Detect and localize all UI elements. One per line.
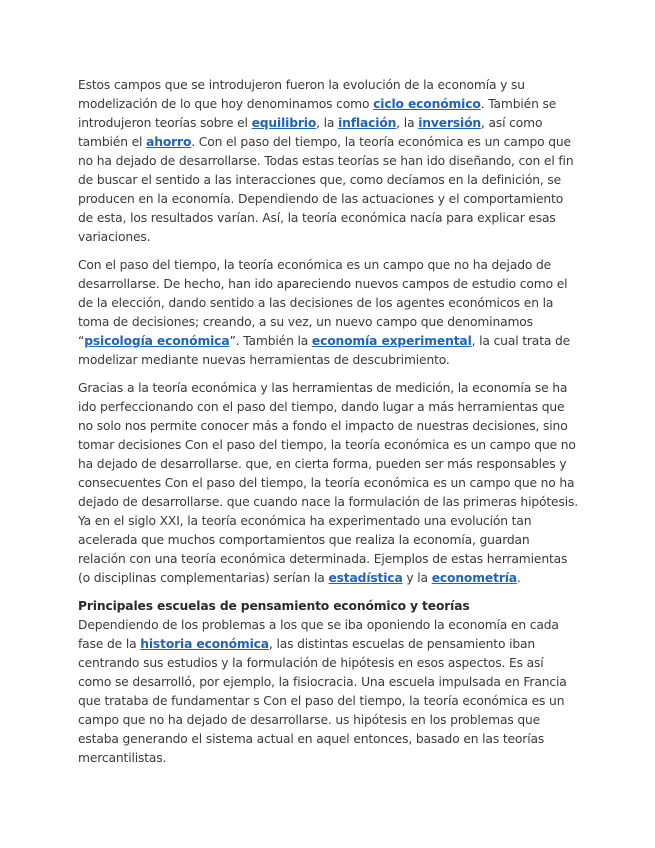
link-historia-economica[interactable]: historia económica	[140, 637, 269, 651]
link-ciclo-economico[interactable]: ciclo económico	[373, 97, 481, 111]
paragraph-2: Con el paso del tiempo, la teoría económica es un campo que no ha dejado de desarrollarse. De hecho, han ido apareciendo nuevos campos de estudio como el de la elección, dando sentido a las decisiones de los agentes económicos en la toma de decisiones; creando, a su vez, un nuevo campo que denominamos “psicología económica”. También la economía experimental, la cual trata de modelizar mediante nuevas herramientas de descubrimiento.	[78, 258, 571, 367]
document-body	[78, 76, 578, 777]
link-inflacion[interactable]: inflación	[338, 116, 397, 130]
link-equilibrio[interactable]: equilibrio	[251, 116, 317, 130]
link-psicologia-economica[interactable]: psicología económica	[84, 334, 230, 348]
paragraph-4: Dependiendo de los problemas a los que se iba oponiendo la economía en cada fase de la historia económica, las distintas escuelas de pensamiento iban centrando sus estudios y la formulación de hipótesis en esos aspectos. Es así como se desarrolló, por ejemplo, la fisiocracia. Una escuela impulsada en Francia que trataba de fundamentar s Con el paso del tiempo, la teoría económica es un campo que no ha dejado de desarrollarse. us hipótesis en los problemas que estaba generando el sistema actual en aquel entonces, basado en las teorías mercantilistas.	[78, 618, 567, 765]
link-economia-experimental[interactable]: economía experimental	[311, 334, 472, 348]
link-econometria[interactable]: econometría	[431, 571, 517, 585]
paragraph-1: Estos campos que se introdujeron fueron la evolución de la economía y su modelización de lo que hoy denominamos como ciclo económico. También se introdujeron teorías sobre el equilibrio, la inflación, la inversión, así como también el ahorro. Con el paso del tiempo, la teoría económica es un campo que no ha dejado de desarrollarse. Todas estas teorías se han ido diseñando, con el fin de buscar el sentido a las interacciones que, como decíamos en la definición, se producen en la economía. Dependiendo de las actuaciones y el comportamiento de esta, los resultados varían. Así, la teoría económica nacía para explicar esas variaciones.	[78, 78, 574, 244]
link-ahorro[interactable]: ahorro	[146, 135, 192, 149]
link-estadistica[interactable]: estadística	[328, 571, 403, 585]
paragraph-3: Gracias a la teoría económica y las herramientas de medición, la economía se ha ido perfeccionando con el paso del tiempo, dando lugar a más herramientas que no solo nos permite conocer más a fondo el impacto de nuestras decisiones, sino tomar decisiones Con el paso del tiempo, la teoría económica es un campo que no ha dejado de desarrollarse. que, en cierta forma, pueden ser más responsables y consecuentes Con el paso del tiempo, la teoría económica es un campo que no ha dejado de desarrollarse. que cuando nace la formulación de las primeras hipótesis. Ya en el siglo XXI, la teoría económica ha experimentado una evolución tan acelerada que muchos comportamientos que realiza la economía, guardan relación con una teoría económica determinada. Ejemplos de estas herramientas (o disciplinas complementarias) serían la estadística y la econometría.	[78, 381, 578, 585]
section-heading: Principales escuelas de pensamiento económico y teorías	[78, 599, 470, 613]
link-inversion[interactable]: inversión	[418, 116, 481, 130]
